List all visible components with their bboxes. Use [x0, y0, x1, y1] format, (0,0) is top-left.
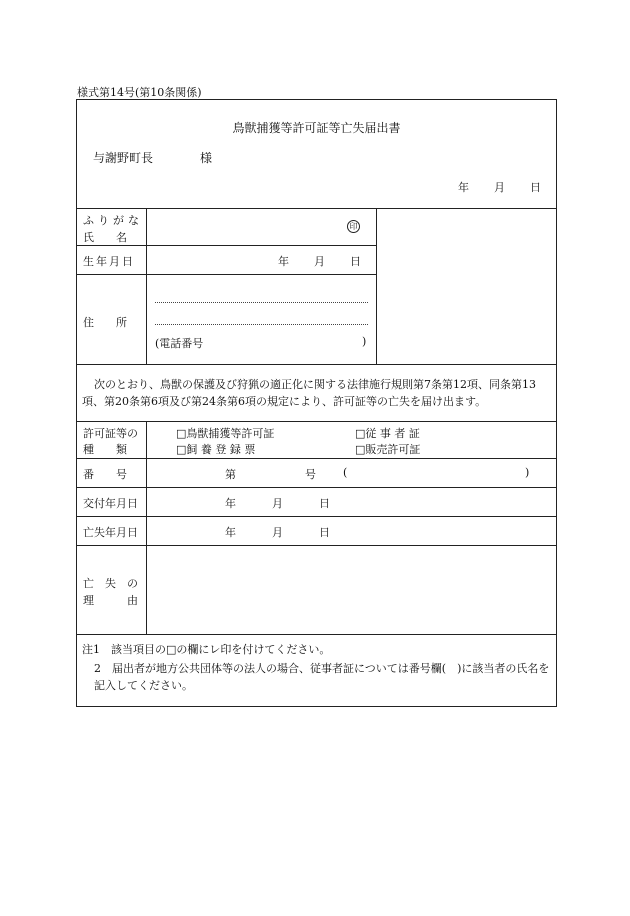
reason-label-1: 亡 失 の: [83, 577, 138, 590]
birth-date-label: 生年月日: [83, 255, 135, 268]
reason-field[interactable]: [150, 550, 550, 630]
number-field[interactable]: [240, 462, 300, 482]
divider: [76, 516, 557, 517]
issue-day: 日: [319, 497, 330, 510]
option-breeding-registration[interactable]: □飼 養 登 録 票: [176, 443, 256, 456]
birth-day: 日: [350, 255, 361, 268]
divider: [76, 458, 557, 459]
note-2: 2 届出者が地方公共団体等の法人の場合、従事者証については番号欄( )に該当者の氏名を記入してください。: [94, 662, 550, 692]
furigana-label: ふりがな: [83, 214, 143, 227]
divider: [76, 545, 557, 546]
statement-text: 次のとおり、鳥獣の保護及び狩猟の適正化に関する法律施行規則第7条第12項、同条第13項、第20条第6項及び第24条第6項の規定により、許可証等の亡失を届け出ます。: [82, 378, 536, 408]
loss-month: 月: [272, 526, 283, 539]
address-label: 住 所: [83, 316, 127, 329]
issue-year: 年: [225, 497, 236, 510]
loss-year: 年: [225, 526, 236, 539]
option-sales-permit[interactable]: □販売許可証: [355, 443, 421, 456]
divider: [376, 208, 377, 364]
number-gou: 号: [305, 468, 316, 481]
name-label: 氏 名: [83, 231, 127, 244]
address-line-1[interactable]: [155, 302, 368, 303]
number-paren-close: ): [525, 466, 530, 479]
loss-day: 日: [319, 526, 330, 539]
form-title: 鳥獣捕獲等許可証等亡失届出書: [232, 121, 401, 135]
loss-date-label: 亡失年月日: [83, 526, 138, 539]
option-worker-certificate[interactable]: □従 事 者 証: [355, 427, 420, 440]
number-label: 番 号: [83, 468, 127, 481]
divider: [76, 274, 376, 275]
date-year: 年: [458, 181, 469, 194]
permit-type-label-2: 種 類: [83, 443, 127, 456]
issue-date-label: 交付年月日: [83, 497, 138, 510]
divider: [76, 487, 557, 488]
phone-close-paren: ): [362, 335, 367, 348]
seal-mark: 印: [347, 220, 360, 233]
date-day: 日: [530, 181, 541, 194]
birth-year: 年: [278, 255, 289, 268]
note-1: 注1 該当項目の□の欄にレ印を付けてください。: [82, 643, 331, 656]
option-capture-permit[interactable]: □鳥獣捕獲等許可証: [176, 427, 275, 440]
divider: [76, 208, 557, 209]
addressee-honorific: 様: [200, 151, 213, 165]
permit-type-label-1: 許可証等の: [83, 427, 138, 440]
form-number: 様式第14号(第10条関係): [77, 86, 202, 99]
divider: [146, 421, 147, 634]
name-field[interactable]: [155, 216, 345, 236]
divider: [76, 245, 376, 246]
divider: [76, 364, 557, 365]
birth-month: 月: [314, 255, 325, 268]
addressee-name: 与謝野町長: [93, 151, 154, 165]
number-paren-open: (: [343, 466, 348, 479]
date-month: 月: [494, 181, 505, 194]
address-line-2[interactable]: [155, 324, 368, 325]
divider: [76, 634, 557, 635]
number-dai: 第: [225, 468, 236, 481]
reason-label-2: 理 由: [83, 594, 138, 607]
divider: [146, 208, 147, 364]
phone-label: (電話番号: [155, 337, 204, 350]
divider: [76, 421, 557, 422]
issue-month: 月: [272, 497, 283, 510]
